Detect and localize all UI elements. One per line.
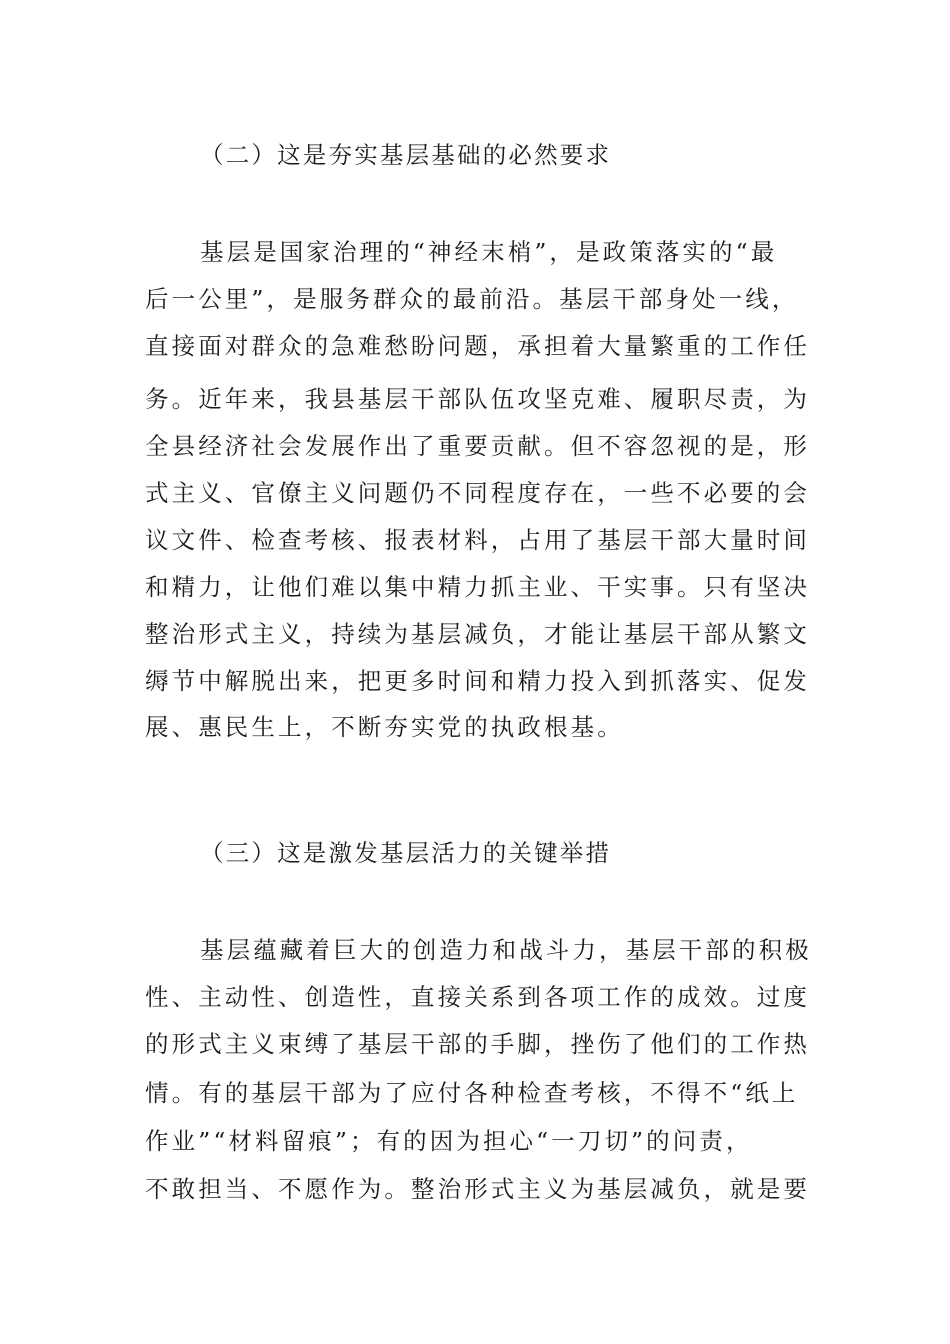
paragraph-line: 展、惠民生上，不断夯实党的执政根基。: [145, 713, 624, 741]
paragraph-line: 务。近年来，我县基层干部队伍攻坚克难、履职尽责，为: [145, 385, 810, 413]
paragraph-line: 的形式主义束缚了基层干部的手脚，挫伤了他们的工作热: [145, 1030, 810, 1058]
paragraph-line: 直接面对群众的急难愁盼问题，承担着大量繁重的工作任: [145, 332, 810, 360]
paragraph-line: 议文件、检查考核、报表材料，占用了基层干部大量时间: [145, 526, 810, 554]
paragraph-line: 基层蕴藏着巨大的创造力和战斗力，基层干部的积极: [200, 936, 812, 964]
paragraph-line: 和精力，让他们难以集中精力抓主业、干实事。只有坚决: [145, 573, 810, 601]
paragraph-line: 性、主动性、创造性，直接关系到各项工作的成效。过度: [145, 983, 810, 1011]
paragraph-line: 后一公里”，是服务群众的最前沿。基层干部身处一线，: [145, 285, 799, 313]
section-heading-2: （二）这是夯实基层基础的必然要求: [200, 141, 612, 169]
paragraph-line: 基层是国家治理的“神经末梢”，是政策落实的“最: [200, 238, 778, 266]
paragraph-line: 式主义、官僚主义问题仍不同程度存在，一些不必要的会: [145, 479, 810, 507]
paragraph-line: 不敢担当、不愿作为。整治形式主义为基层减负，就是要: [145, 1175, 810, 1203]
paragraph-line: 作业”“材料留痕”；有的因为担心“一刀切”的问责，: [145, 1127, 753, 1155]
section-heading-3: （三）这是激发基层活力的关键举措: [200, 839, 612, 867]
paragraph-line: 缛节中解脱出来，把更多时间和精力投入到抓落实、促发: [145, 667, 810, 695]
paragraph-line: 全县经济社会发展作出了重要贡献。但不容忽视的是，形: [145, 432, 810, 460]
paragraph-line: 整治形式主义，持续为基层减负，才能让基层干部从繁文: [145, 620, 810, 648]
paragraph-line: 情。有的基层干部为了应付各种检查考核，不得不“纸上: [145, 1079, 799, 1107]
